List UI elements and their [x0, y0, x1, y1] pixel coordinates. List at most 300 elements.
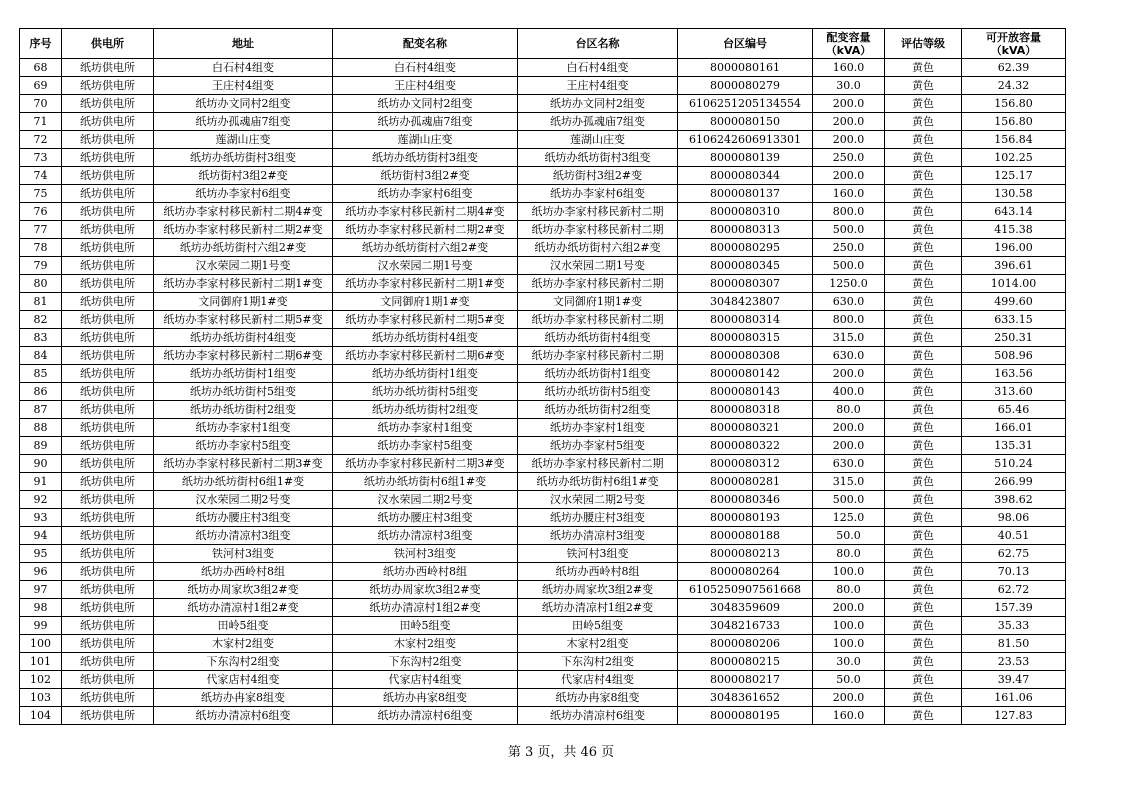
cell-capacity: 50.0: [813, 527, 885, 545]
table-row: [20, 473, 1066, 491]
cell-capacity: 630.0: [813, 293, 885, 311]
cell-station: 纸坊供电所: [62, 239, 154, 257]
table-row: [20, 707, 1066, 725]
table-row: [20, 491, 1066, 509]
cell-area-id: 3048359609: [678, 599, 813, 617]
cell-capacity: 250.0: [813, 149, 885, 167]
cell-area-id: 8000080312: [678, 455, 813, 473]
cell-capacity: 125.0: [813, 509, 885, 527]
cell-area-id: 3048361652: [678, 689, 813, 707]
col-header-index: 序号: [20, 29, 62, 59]
cell-rating: 黄色: [885, 527, 962, 545]
cell-area-id: 6105250907561668: [678, 581, 813, 599]
cell-capacity: 30.0: [813, 77, 885, 95]
cell-open-capacity: 23.53: [962, 653, 1066, 671]
table-row: [20, 509, 1066, 527]
table-row: [20, 203, 1066, 221]
cell-index: 78: [20, 239, 62, 257]
cell-transformer-name: 纸坊办李家村6组变: [333, 185, 518, 203]
cell-station: 纸坊供电所: [62, 59, 154, 77]
cell-station: 纸坊供电所: [62, 707, 154, 725]
cell-station: 纸坊供电所: [62, 527, 154, 545]
cell-transformer-name: 纸坊办西岭村8组: [333, 563, 518, 581]
cell-station: 纸坊供电所: [62, 653, 154, 671]
cell-address: 纸坊办李家村6组变: [154, 185, 333, 203]
cell-open-capacity: 70.13: [962, 563, 1066, 581]
cell-index: 91: [20, 473, 62, 491]
cell-address: 纸坊办李家村移民新村二期4#变: [154, 203, 333, 221]
cell-rating: 黄色: [885, 473, 962, 491]
cell-transformer-name: 纸坊办周家坎3组2#变: [333, 581, 518, 599]
cell-transformer-name: 纸坊办纸坊街村3组变: [333, 149, 518, 167]
cell-open-capacity: 396.61: [962, 257, 1066, 275]
cell-rating: 黄色: [885, 59, 962, 77]
cell-rating: 黄色: [885, 329, 962, 347]
cell-index: 68: [20, 59, 62, 77]
cell-station: 纸坊供电所: [62, 149, 154, 167]
cell-area-name: 纸坊办李家村移民新村二期: [518, 347, 678, 365]
cell-index: 79: [20, 257, 62, 275]
cell-rating: 黄色: [885, 113, 962, 131]
cell-capacity: 80.0: [813, 581, 885, 599]
cell-rating: 黄色: [885, 167, 962, 185]
cell-station: 纸坊供电所: [62, 77, 154, 95]
cell-area-id: 8000080295: [678, 239, 813, 257]
cell-transformer-name: 纸坊办李家村移民新村二期1#变: [333, 275, 518, 293]
cell-address: 纸坊办孤魂庙7组变: [154, 113, 333, 131]
cell-capacity: 500.0: [813, 491, 885, 509]
cell-area-name: 纸坊办文同村2组变: [518, 95, 678, 113]
table-row: [20, 545, 1066, 563]
cell-area-name: 纸坊办冉家8组变: [518, 689, 678, 707]
table-row: [20, 401, 1066, 419]
col-header-open-capacity: 可开放容量 （kVA）: [962, 29, 1066, 59]
col-header-address: 地址: [154, 29, 333, 59]
cell-open-capacity: 62.72: [962, 581, 1066, 599]
cell-open-capacity: 62.75: [962, 545, 1066, 563]
cell-address: 文同御府1期1#变: [154, 293, 333, 311]
cell-station: 纸坊供电所: [62, 293, 154, 311]
cell-open-capacity: 156.80: [962, 113, 1066, 131]
cell-index: 98: [20, 599, 62, 617]
cell-address: 铁河村3组变: [154, 545, 333, 563]
cell-area-name: 纸坊办纸坊街村4组变: [518, 329, 678, 347]
cell-station: 纸坊供电所: [62, 365, 154, 383]
cell-transformer-name: 纸坊办纸坊街村1组变: [333, 365, 518, 383]
cell-area-name: 纸坊办纸坊街村6组1#变: [518, 473, 678, 491]
cell-transformer-name: 纸坊办李家村移民新村二期2#变: [333, 221, 518, 239]
cell-station: 纸坊供电所: [62, 329, 154, 347]
cell-area-name: 纸坊办纸坊街村2组变: [518, 401, 678, 419]
table-row: [20, 617, 1066, 635]
cell-capacity: 200.0: [813, 167, 885, 185]
cell-station: 纸坊供电所: [62, 401, 154, 419]
cell-station: 纸坊供电所: [62, 203, 154, 221]
capacity-table: [19, 28, 1066, 725]
cell-transformer-name: 纸坊办冉家8组变: [333, 689, 518, 707]
cell-index: 77: [20, 221, 62, 239]
cell-rating: 黄色: [885, 563, 962, 581]
cell-station: 纸坊供电所: [62, 473, 154, 491]
cell-open-capacity: 81.50: [962, 635, 1066, 653]
cell-address: 田岭5组变: [154, 617, 333, 635]
cell-area-id: 8000080322: [678, 437, 813, 455]
cell-capacity: 200.0: [813, 419, 885, 437]
table-row: [20, 689, 1066, 707]
cell-area-name: 田岭5组变: [518, 617, 678, 635]
cell-address: 汉水荣园二期1号变: [154, 257, 333, 275]
table-row: [20, 221, 1066, 239]
cell-area-id: 8000080321: [678, 419, 813, 437]
cell-transformer-name: 代家店村4组变: [333, 671, 518, 689]
cell-rating: 黄色: [885, 257, 962, 275]
cell-index: 70: [20, 95, 62, 113]
cell-open-capacity: 125.17: [962, 167, 1066, 185]
cell-rating: 黄色: [885, 455, 962, 473]
table-row: [20, 527, 1066, 545]
cell-area-id: 8000080143: [678, 383, 813, 401]
cell-address: 代家店村4组变: [154, 671, 333, 689]
cell-transformer-name: 纸坊办李家村移民新村二期5#变: [333, 311, 518, 329]
cell-capacity: 50.0: [813, 671, 885, 689]
cell-area-name: 汉水荣园二期2号变: [518, 491, 678, 509]
cell-area-name: 纸坊办清凉村3组变: [518, 527, 678, 545]
cell-open-capacity: 156.84: [962, 131, 1066, 149]
cell-rating: 黄色: [885, 239, 962, 257]
cell-index: 100: [20, 635, 62, 653]
table-row: [20, 599, 1066, 617]
table-row: [20, 239, 1066, 257]
cell-area-id: 8000080195: [678, 707, 813, 725]
cell-address: 纸坊办清凉村3组变: [154, 527, 333, 545]
cell-capacity: 200.0: [813, 131, 885, 149]
cell-capacity: 200.0: [813, 599, 885, 617]
cell-transformer-name: 纸坊办李家村移民新村二期4#变: [333, 203, 518, 221]
table-row: [20, 581, 1066, 599]
cell-area-name: 文同御府1期1#变: [518, 293, 678, 311]
cell-capacity: 630.0: [813, 347, 885, 365]
cell-station: 纸坊供电所: [62, 581, 154, 599]
cell-station: 纸坊供电所: [62, 95, 154, 113]
cell-address: 纸坊办纸坊街村3组变: [154, 149, 333, 167]
cell-area-name: 纸坊办腰庄村3组变: [518, 509, 678, 527]
cell-index: 84: [20, 347, 62, 365]
cell-rating: 黄色: [885, 347, 962, 365]
cell-transformer-name: 纸坊办纸坊街村4组变: [333, 329, 518, 347]
cell-area-name: 纸坊办李家村移民新村二期: [518, 203, 678, 221]
cell-area-id: 8000080206: [678, 635, 813, 653]
cell-rating: 黄色: [885, 203, 962, 221]
cell-address: 木家村2组变: [154, 635, 333, 653]
cell-area-name: 王庄村4组变: [518, 77, 678, 95]
cell-area-id: 8000080188: [678, 527, 813, 545]
cell-rating: 黄色: [885, 635, 962, 653]
cell-open-capacity: 161.06: [962, 689, 1066, 707]
cell-rating: 黄色: [885, 275, 962, 293]
cell-transformer-name: 纸坊办清凉村6组变: [333, 707, 518, 725]
cell-rating: 黄色: [885, 671, 962, 689]
cell-capacity: 800.0: [813, 311, 885, 329]
cell-station: 纸坊供电所: [62, 545, 154, 563]
cell-transformer-name: 纸坊办李家村移民新村二期6#变: [333, 347, 518, 365]
cell-transformer-name: 纸坊办孤魂庙7组变: [333, 113, 518, 131]
cell-area-id: 8000080345: [678, 257, 813, 275]
table-row: [20, 59, 1066, 77]
table-row: [20, 455, 1066, 473]
table-row: [20, 347, 1066, 365]
cell-open-capacity: 250.31: [962, 329, 1066, 347]
cell-area-name: 莲湖山庄变: [518, 131, 678, 149]
cell-transformer-name: 纸坊办李家村1组变: [333, 419, 518, 437]
cell-capacity: 315.0: [813, 329, 885, 347]
cell-capacity: 200.0: [813, 95, 885, 113]
cell-station: 纸坊供电所: [62, 383, 154, 401]
cell-index: 90: [20, 455, 62, 473]
cell-station: 纸坊供电所: [62, 491, 154, 509]
cell-area-id: 8000080314: [678, 311, 813, 329]
cell-rating: 黄色: [885, 707, 962, 725]
cell-address: 纸坊办纸坊街村6组1#变: [154, 473, 333, 491]
cell-index: 93: [20, 509, 62, 527]
cell-area-id: 3048216733: [678, 617, 813, 635]
cell-address: 纸坊办周家坎3组2#变: [154, 581, 333, 599]
cell-station: 纸坊供电所: [62, 635, 154, 653]
cell-index: 76: [20, 203, 62, 221]
col-header-transformer-name: 配变名称: [333, 29, 518, 59]
cell-area-id: 3048423807: [678, 293, 813, 311]
cell-capacity: 500.0: [813, 221, 885, 239]
cell-address: 纸坊办纸坊街村六组2#变: [154, 239, 333, 257]
table-row: [20, 131, 1066, 149]
cell-open-capacity: 510.24: [962, 455, 1066, 473]
cell-station: 纸坊供电所: [62, 131, 154, 149]
table-row: [20, 293, 1066, 311]
cell-open-capacity: 65.46: [962, 401, 1066, 419]
cell-area-name: 纸坊办纸坊街村5组变: [518, 383, 678, 401]
cell-index: 86: [20, 383, 62, 401]
cell-area-name: 代家店村4组变: [518, 671, 678, 689]
cell-rating: 黄色: [885, 419, 962, 437]
cell-open-capacity: 62.39: [962, 59, 1066, 77]
cell-capacity: 160.0: [813, 707, 885, 725]
cell-rating: 黄色: [885, 185, 962, 203]
cell-open-capacity: 98.06: [962, 509, 1066, 527]
cell-open-capacity: 135.31: [962, 437, 1066, 455]
cell-area-name: 纸坊办孤魂庙7组变: [518, 113, 678, 131]
cell-area-id: 8000080215: [678, 653, 813, 671]
cell-open-capacity: 35.33: [962, 617, 1066, 635]
cell-address: 纸坊街村3组2#变: [154, 167, 333, 185]
cell-open-capacity: 398.62: [962, 491, 1066, 509]
cell-station: 纸坊供电所: [62, 257, 154, 275]
cell-rating: 黄色: [885, 401, 962, 419]
cell-rating: 黄色: [885, 95, 962, 113]
cell-address: 纸坊办李家村1组变: [154, 419, 333, 437]
cell-station: 纸坊供电所: [62, 275, 154, 293]
cell-area-id: 8000080307: [678, 275, 813, 293]
cell-index: 71: [20, 113, 62, 131]
cell-index: 95: [20, 545, 62, 563]
page-number: 第 3 页，共 46 页: [507, 745, 615, 760]
cell-transformer-name: 铁河村3组变: [333, 545, 518, 563]
cell-capacity: 630.0: [813, 455, 885, 473]
cell-transformer-name: 木家村2组变: [333, 635, 518, 653]
col-header-rating: 评估等级: [885, 29, 962, 59]
cell-transformer-name: 纸坊办纸坊街村2组变: [333, 401, 518, 419]
cell-index: 85: [20, 365, 62, 383]
cell-rating: 黄色: [885, 599, 962, 617]
cell-address: 纸坊办李家村移民新村二期6#变: [154, 347, 333, 365]
cell-capacity: 30.0: [813, 653, 885, 671]
cell-area-id: 8000080150: [678, 113, 813, 131]
cell-transformer-name: 纸坊办纸坊街村5组变: [333, 383, 518, 401]
table-row: [20, 257, 1066, 275]
cell-open-capacity: 157.39: [962, 599, 1066, 617]
cell-address: 纸坊办纸坊街村5组变: [154, 383, 333, 401]
table-row: [20, 113, 1066, 131]
cell-open-capacity: 24.32: [962, 77, 1066, 95]
cell-area-name: 纸坊办周家坎3组2#变: [518, 581, 678, 599]
cell-open-capacity: 633.15: [962, 311, 1066, 329]
cell-station: 纸坊供电所: [62, 113, 154, 131]
cell-area-id: 8000080279: [678, 77, 813, 95]
cell-area-name: 纸坊办清凉村1组2#变: [518, 599, 678, 617]
cell-area-name: 纸坊办李家村移民新村二期: [518, 275, 678, 293]
cell-capacity: 315.0: [813, 473, 885, 491]
cell-rating: 黄色: [885, 293, 962, 311]
table-row: [20, 149, 1066, 167]
table-row: [20, 77, 1066, 95]
cell-address: 纸坊办文同村2组变: [154, 95, 333, 113]
cell-station: 纸坊供电所: [62, 437, 154, 455]
cell-rating: 黄色: [885, 311, 962, 329]
cell-rating: 黄色: [885, 689, 962, 707]
cell-station: 纸坊供电所: [62, 185, 154, 203]
cell-address: 纸坊办李家村移民新村二期5#变: [154, 311, 333, 329]
table-row: [20, 365, 1066, 383]
cell-index: 89: [20, 437, 62, 455]
cell-open-capacity: 499.60: [962, 293, 1066, 311]
cell-station: 纸坊供电所: [62, 347, 154, 365]
cell-open-capacity: 156.80: [962, 95, 1066, 113]
cell-open-capacity: 415.38: [962, 221, 1066, 239]
cell-index: 87: [20, 401, 62, 419]
cell-area-id: 8000080308: [678, 347, 813, 365]
cell-area-id: 8000080137: [678, 185, 813, 203]
cell-index: 104: [20, 707, 62, 725]
cell-area-name: 纸坊办李家村6组变: [518, 185, 678, 203]
cell-rating: 黄色: [885, 581, 962, 599]
cell-open-capacity: 508.96: [962, 347, 1066, 365]
cell-transformer-name: 纸坊办李家村移民新村二期3#变: [333, 455, 518, 473]
cell-area-id: 8000080142: [678, 365, 813, 383]
cell-area-name: 下东沟村2组变: [518, 653, 678, 671]
col-header-station: 供电所: [62, 29, 154, 59]
cell-area-id: 8000080313: [678, 221, 813, 239]
cell-index: 88: [20, 419, 62, 437]
cell-area-name: 纸坊街村3组2#变: [518, 167, 678, 185]
cell-capacity: 100.0: [813, 635, 885, 653]
cell-capacity: 200.0: [813, 113, 885, 131]
table-row: [20, 437, 1066, 455]
page-footer: [0, 741, 1122, 760]
cell-area-name: 纸坊办李家村1组变: [518, 419, 678, 437]
cell-address: 纸坊办清凉村1组2#变: [154, 599, 333, 617]
cell-transformer-name: 纸坊办清凉村1组2#变: [333, 599, 518, 617]
cell-open-capacity: 39.47: [962, 671, 1066, 689]
cell-capacity: 400.0: [813, 383, 885, 401]
cell-capacity: 1250.0: [813, 275, 885, 293]
cell-station: 纸坊供电所: [62, 671, 154, 689]
cell-area-name: 纸坊办李家村移民新村二期: [518, 221, 678, 239]
cell-transformer-name: 下东沟村2组变: [333, 653, 518, 671]
table-row: [20, 653, 1066, 671]
cell-area-name: 木家村2组变: [518, 635, 678, 653]
cell-open-capacity: 163.56: [962, 365, 1066, 383]
cell-station: 纸坊供电所: [62, 419, 154, 437]
cell-area-id: 6106251205134554: [678, 95, 813, 113]
col-header-area-id: 台区编号: [678, 29, 813, 59]
cell-rating: 黄色: [885, 365, 962, 383]
cell-transformer-name: 纸坊办纸坊街村6组1#变: [333, 473, 518, 491]
cell-address: 纸坊办清凉村6组变: [154, 707, 333, 725]
cell-area-name: 白石村4组变: [518, 59, 678, 77]
cell-area-id: 8000080315: [678, 329, 813, 347]
cell-station: 纸坊供电所: [62, 167, 154, 185]
cell-rating: 黄色: [885, 437, 962, 455]
cell-open-capacity: 313.60: [962, 383, 1066, 401]
cell-transformer-name: 纸坊办纸坊街村六组2#变: [333, 239, 518, 257]
cell-area-name: 铁河村3组变: [518, 545, 678, 563]
cell-transformer-name: 纸坊办腰庄村3组变: [333, 509, 518, 527]
cell-address: 纸坊办纸坊街村1组变: [154, 365, 333, 383]
cell-capacity: 80.0: [813, 545, 885, 563]
cell-index: 74: [20, 167, 62, 185]
table-header-row: [20, 29, 1066, 59]
cell-rating: 黄色: [885, 221, 962, 239]
cell-index: 101: [20, 653, 62, 671]
table-body: [20, 59, 1066, 725]
cell-rating: 黄色: [885, 617, 962, 635]
cell-station: 纸坊供电所: [62, 221, 154, 239]
cell-transformer-name: 纸坊街村3组2#变: [333, 167, 518, 185]
cell-open-capacity: 127.83: [962, 707, 1066, 725]
cell-capacity: 200.0: [813, 437, 885, 455]
cell-address: 纸坊办李家村移民新村二期3#变: [154, 455, 333, 473]
cell-area-id: 8000080264: [678, 563, 813, 581]
cell-capacity: 500.0: [813, 257, 885, 275]
cell-area-id: 8000080344: [678, 167, 813, 185]
cell-address: 王庄村4组变: [154, 77, 333, 95]
cell-index: 81: [20, 293, 62, 311]
cell-station: 纸坊供电所: [62, 563, 154, 581]
cell-transformer-name: 纸坊办李家村5组变: [333, 437, 518, 455]
cell-station: 纸坊供电所: [62, 599, 154, 617]
cell-capacity: 100.0: [813, 563, 885, 581]
cell-capacity: 200.0: [813, 365, 885, 383]
col-header-transformer-capacity: 配变容量 （kVA）: [813, 29, 885, 59]
cell-address: 纸坊办西岭村8组: [154, 563, 333, 581]
cell-rating: 黄色: [885, 149, 962, 167]
table-row: [20, 167, 1066, 185]
cell-area-id: 8000080193: [678, 509, 813, 527]
cell-station: 纸坊供电所: [62, 455, 154, 473]
cell-area-id: 8000080310: [678, 203, 813, 221]
cell-capacity: 100.0: [813, 617, 885, 635]
cell-open-capacity: 166.01: [962, 419, 1066, 437]
cell-area-id: 8000080318: [678, 401, 813, 419]
cell-capacity: 250.0: [813, 239, 885, 257]
